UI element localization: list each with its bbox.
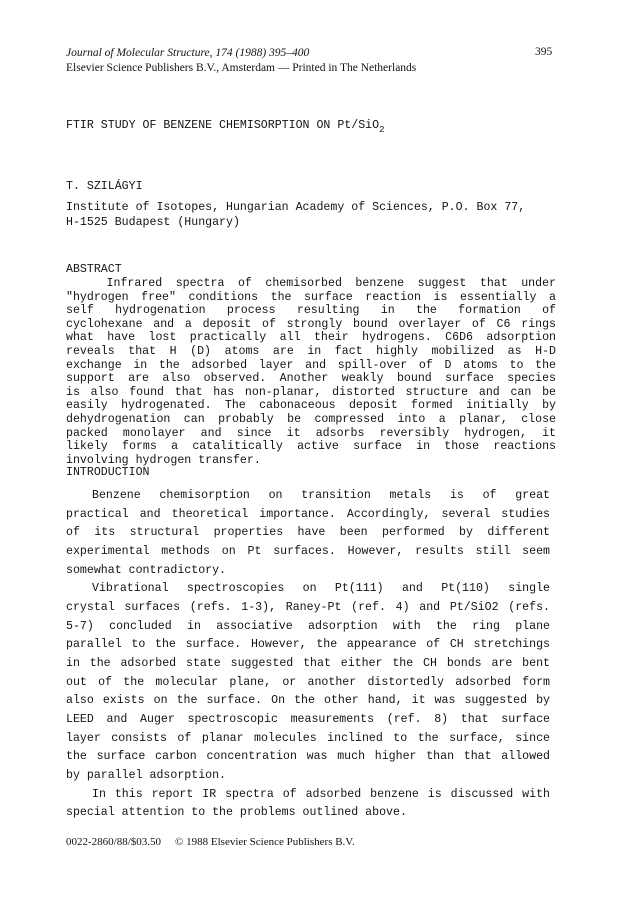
price-code: 0022-2860/88/$03.50 <box>66 836 162 848</box>
intro-line: 5-7) concluded in associative adsorption with the ring plane <box>66 619 550 633</box>
intro-line: in the adsorbed state suggested that either the CH bonds are bent <box>66 656 550 670</box>
abstract-line: reveals that H (D) atoms are in fact highly mobilized as H-D <box>66 344 556 358</box>
abstract-line: packed monolayer and since it adsorbs reversibly hydrogen, it <box>66 426 556 440</box>
intro-line: out of the molecular plane, or another distortedly adsorbed form <box>66 675 550 689</box>
intro-line: Benzene chemisorption on transition metals is of great <box>92 489 550 502</box>
page-number: 395 <box>535 46 553 58</box>
intro-line: by parallel adsorption. <box>66 768 227 782</box>
intro-line: of its structural properties have been performed by different <box>66 526 550 540</box>
introduction-body <box>66 487 550 823</box>
abstract-heading: ABSTRACT <box>66 263 122 276</box>
abstract-line: "hydrogen free" conditions the surface reaction is essentially a <box>66 290 556 304</box>
affiliation <box>66 200 566 230</box>
affiliation-line: H-1525 Budapest (Hungary) <box>66 216 240 229</box>
page-footer <box>66 836 355 848</box>
intro-line: experimental methods on Pt surfaces. However, results still seem <box>66 544 550 558</box>
copyright-notice: © 1988 Elsevier Science Publishers B.V. <box>175 836 355 848</box>
title-subscript: 2 <box>379 125 385 135</box>
abstract-line: self hydrogenation process resulting in the formation of <box>66 304 556 318</box>
intro-line: practical and theoretical importance. Accordingly, several studies <box>66 507 550 521</box>
intro-line: Vibrational spectroscopies on Pt(111) and Pt(110) single <box>92 582 550 596</box>
intro-line: the surface carbon concentration was much higher than that allowed <box>66 750 550 764</box>
abstract-line: involving hydrogen transfer. <box>66 453 261 467</box>
journal-citation: Journal of Molecular Structure, 174 (1988) 395–400 <box>66 47 310 59</box>
abstract-line: likely forms a catalitically active surface in those reactions <box>66 440 556 454</box>
intro-line: LEED and Auger spectroscopic measurements (ref. 8) that surface <box>66 712 550 726</box>
abstract-line: exchange in the adsorbed layer and spill-over of D atoms to the <box>66 358 556 372</box>
intro-line: layer consists of planar molecules inclined to the surface, since <box>66 731 550 745</box>
abstract-body <box>66 277 556 467</box>
intro-line: also exists on the surface. On the other hand, it was suggested by <box>66 694 550 708</box>
abstract-line: is also found that has non-planar, distorted structure and can be <box>66 385 556 399</box>
abstract-line: easily hydrogenated. The cabonaceous deposit formed initially by <box>66 399 556 413</box>
affiliation-line: Institute of Isotopes, Hungarian Academy of Sciences, P.O. Box 77, <box>66 201 526 214</box>
abstract-line: Infrared spectra of chemisorbed benzene suggest that under <box>66 277 556 290</box>
abstract-line: cyclohexane and a deposit of strongly bound overlayer of C6 rings <box>66 317 556 331</box>
intro-line: crystal surfaces (refs. 1-3), Raney-Pt (ref. 4) and Pt/SiO2 (refs. <box>66 600 550 614</box>
intro-line: In this report IR spectra of adsorbed benzene is discussed with <box>92 787 550 801</box>
author-name: T. SZILÁGYI <box>66 180 143 193</box>
journal-header <box>66 46 416 76</box>
abstract-line: dehydrogenation can probably be compressed into a planar, close <box>66 412 556 426</box>
intro-line: special attention to the problems outlined above. <box>66 806 407 820</box>
title-text: FTIR STUDY OF BENZENE CHEMISORPTION ON Pt/SiO <box>66 119 380 132</box>
intro-line: parallel to the surface. However, the appearance of CH stretchings <box>66 638 550 652</box>
intro-line: somewhat contradictory. <box>66 563 227 577</box>
publisher-line: Elsevier Science Publishers B.V., Amsterdam — Printed in The Netherlands <box>66 62 417 74</box>
abstract-line: what have lost practically all their hydrogens. C6D6 adsorption <box>66 331 556 345</box>
abstract-line: support are also observed. Another weakly bound surface species <box>66 372 556 386</box>
introduction-heading: INTRODUCTION <box>66 466 150 479</box>
article-title <box>66 119 385 135</box>
